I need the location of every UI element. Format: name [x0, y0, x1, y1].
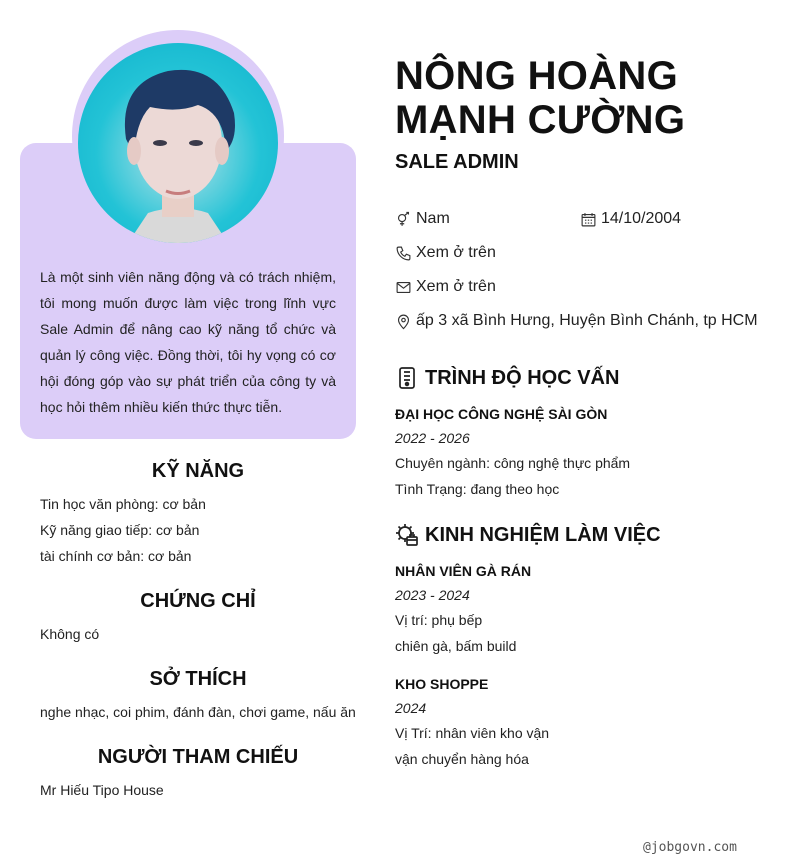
phone-info [395, 244, 496, 262]
skills-title: KỸ NĂNG [151, 460, 245, 482]
gender-info [395, 210, 450, 228]
calendar-icon [580, 211, 597, 228]
phone-icon [395, 245, 412, 262]
school-name: ĐẠI HỌC CÔNG NGHỆ SÀI GÒN [395, 406, 608, 422]
job-duty: chiên gà, bấm build [395, 638, 517, 654]
address-value: ấp 3 xã Bình Hưng, Huyện Bình Chánh, tp HCM [416, 312, 758, 329]
job-company: KHO SHOPPE [395, 676, 489, 692]
gender-icon [395, 211, 412, 228]
skill-item: Kỹ năng giao tiếp: cơ bản [40, 522, 200, 538]
certificate-item: Không có [40, 626, 100, 642]
email-value: Xem ở trên [416, 278, 496, 295]
name-line-1: NÔNG HOÀNG [395, 54, 678, 98]
document-icon [395, 366, 419, 390]
references-list [40, 777, 164, 803]
job-period: 2024 [395, 700, 427, 716]
job-position: Vị Trí: nhân viên kho vận [395, 725, 550, 741]
job-position: Vị trí: phụ bếp [395, 612, 483, 628]
phone-value: Xem ở trên [416, 244, 496, 261]
envelope-icon [395, 279, 412, 296]
experience-title [395, 523, 661, 547]
hobby-item: nghe nhạc, coi phim, đánh đàn, chơi game, nấu ăn [40, 704, 356, 720]
gear-briefcase-icon [395, 523, 419, 547]
job-duty: vận chuyển hàng hóa [395, 751, 529, 767]
skill-item: Tin học văn phòng: cơ bản [40, 496, 206, 512]
summary-text: Là một sinh viên năng động và có trách nhiệm, tôi mong muốn được làm việc trong lĩnh vực Sale Admin để nâng cao kỹ năng tổ chức và quản lý công việc. Đồng thời, tôi hy vọng có cơ hội đóng góp vào sự phát triển của công ty và học hỏi thêm nhiều kiến thức thực tiễn. [40, 269, 336, 415]
skill-item: tài chính cơ bản: cơ bản [40, 548, 192, 564]
education-title [395, 366, 619, 390]
education-status: Tình Trạng: đang theo học [395, 481, 560, 497]
dob-info [580, 210, 681, 228]
education-title-text: TRÌNH ĐỘ HỌC VẤN [425, 366, 620, 389]
job-title: SALE ADMIN [395, 151, 519, 173]
job-company: NHÂN VIÊN GÀ RÁN [395, 563, 532, 579]
map-pin-icon [395, 313, 412, 330]
certificates-list [40, 621, 99, 647]
avatar [78, 43, 278, 243]
hobbies-title: SỞ THÍCH [149, 668, 247, 690]
education-major: Chuyên ngành: công nghệ thực phẩm [395, 455, 631, 471]
skills-list [40, 491, 206, 569]
reference-item: Mr Hiếu Tipo House [40, 782, 164, 798]
references-title: NGƯỜI THAM CHIẾU [97, 746, 299, 768]
address-info [395, 312, 758, 330]
watermark: @jobgovn.com [643, 840, 737, 855]
email-info [395, 278, 496, 296]
full-name [395, 54, 685, 142]
gender-value: Nam [416, 210, 450, 227]
hobbies-list [40, 699, 356, 725]
dob-value: 14/10/2004 [601, 210, 682, 227]
experience-title-text: KINH NGHIỆM LÀM VIỆC [425, 523, 661, 546]
name-line-2: MẠNH CƯỜNG [395, 98, 686, 142]
certificates-title: CHỨNG CHỈ [140, 590, 256, 612]
job-period: 2023 - 2024 [395, 587, 470, 603]
education-period: 2022 - 2026 [395, 430, 470, 446]
